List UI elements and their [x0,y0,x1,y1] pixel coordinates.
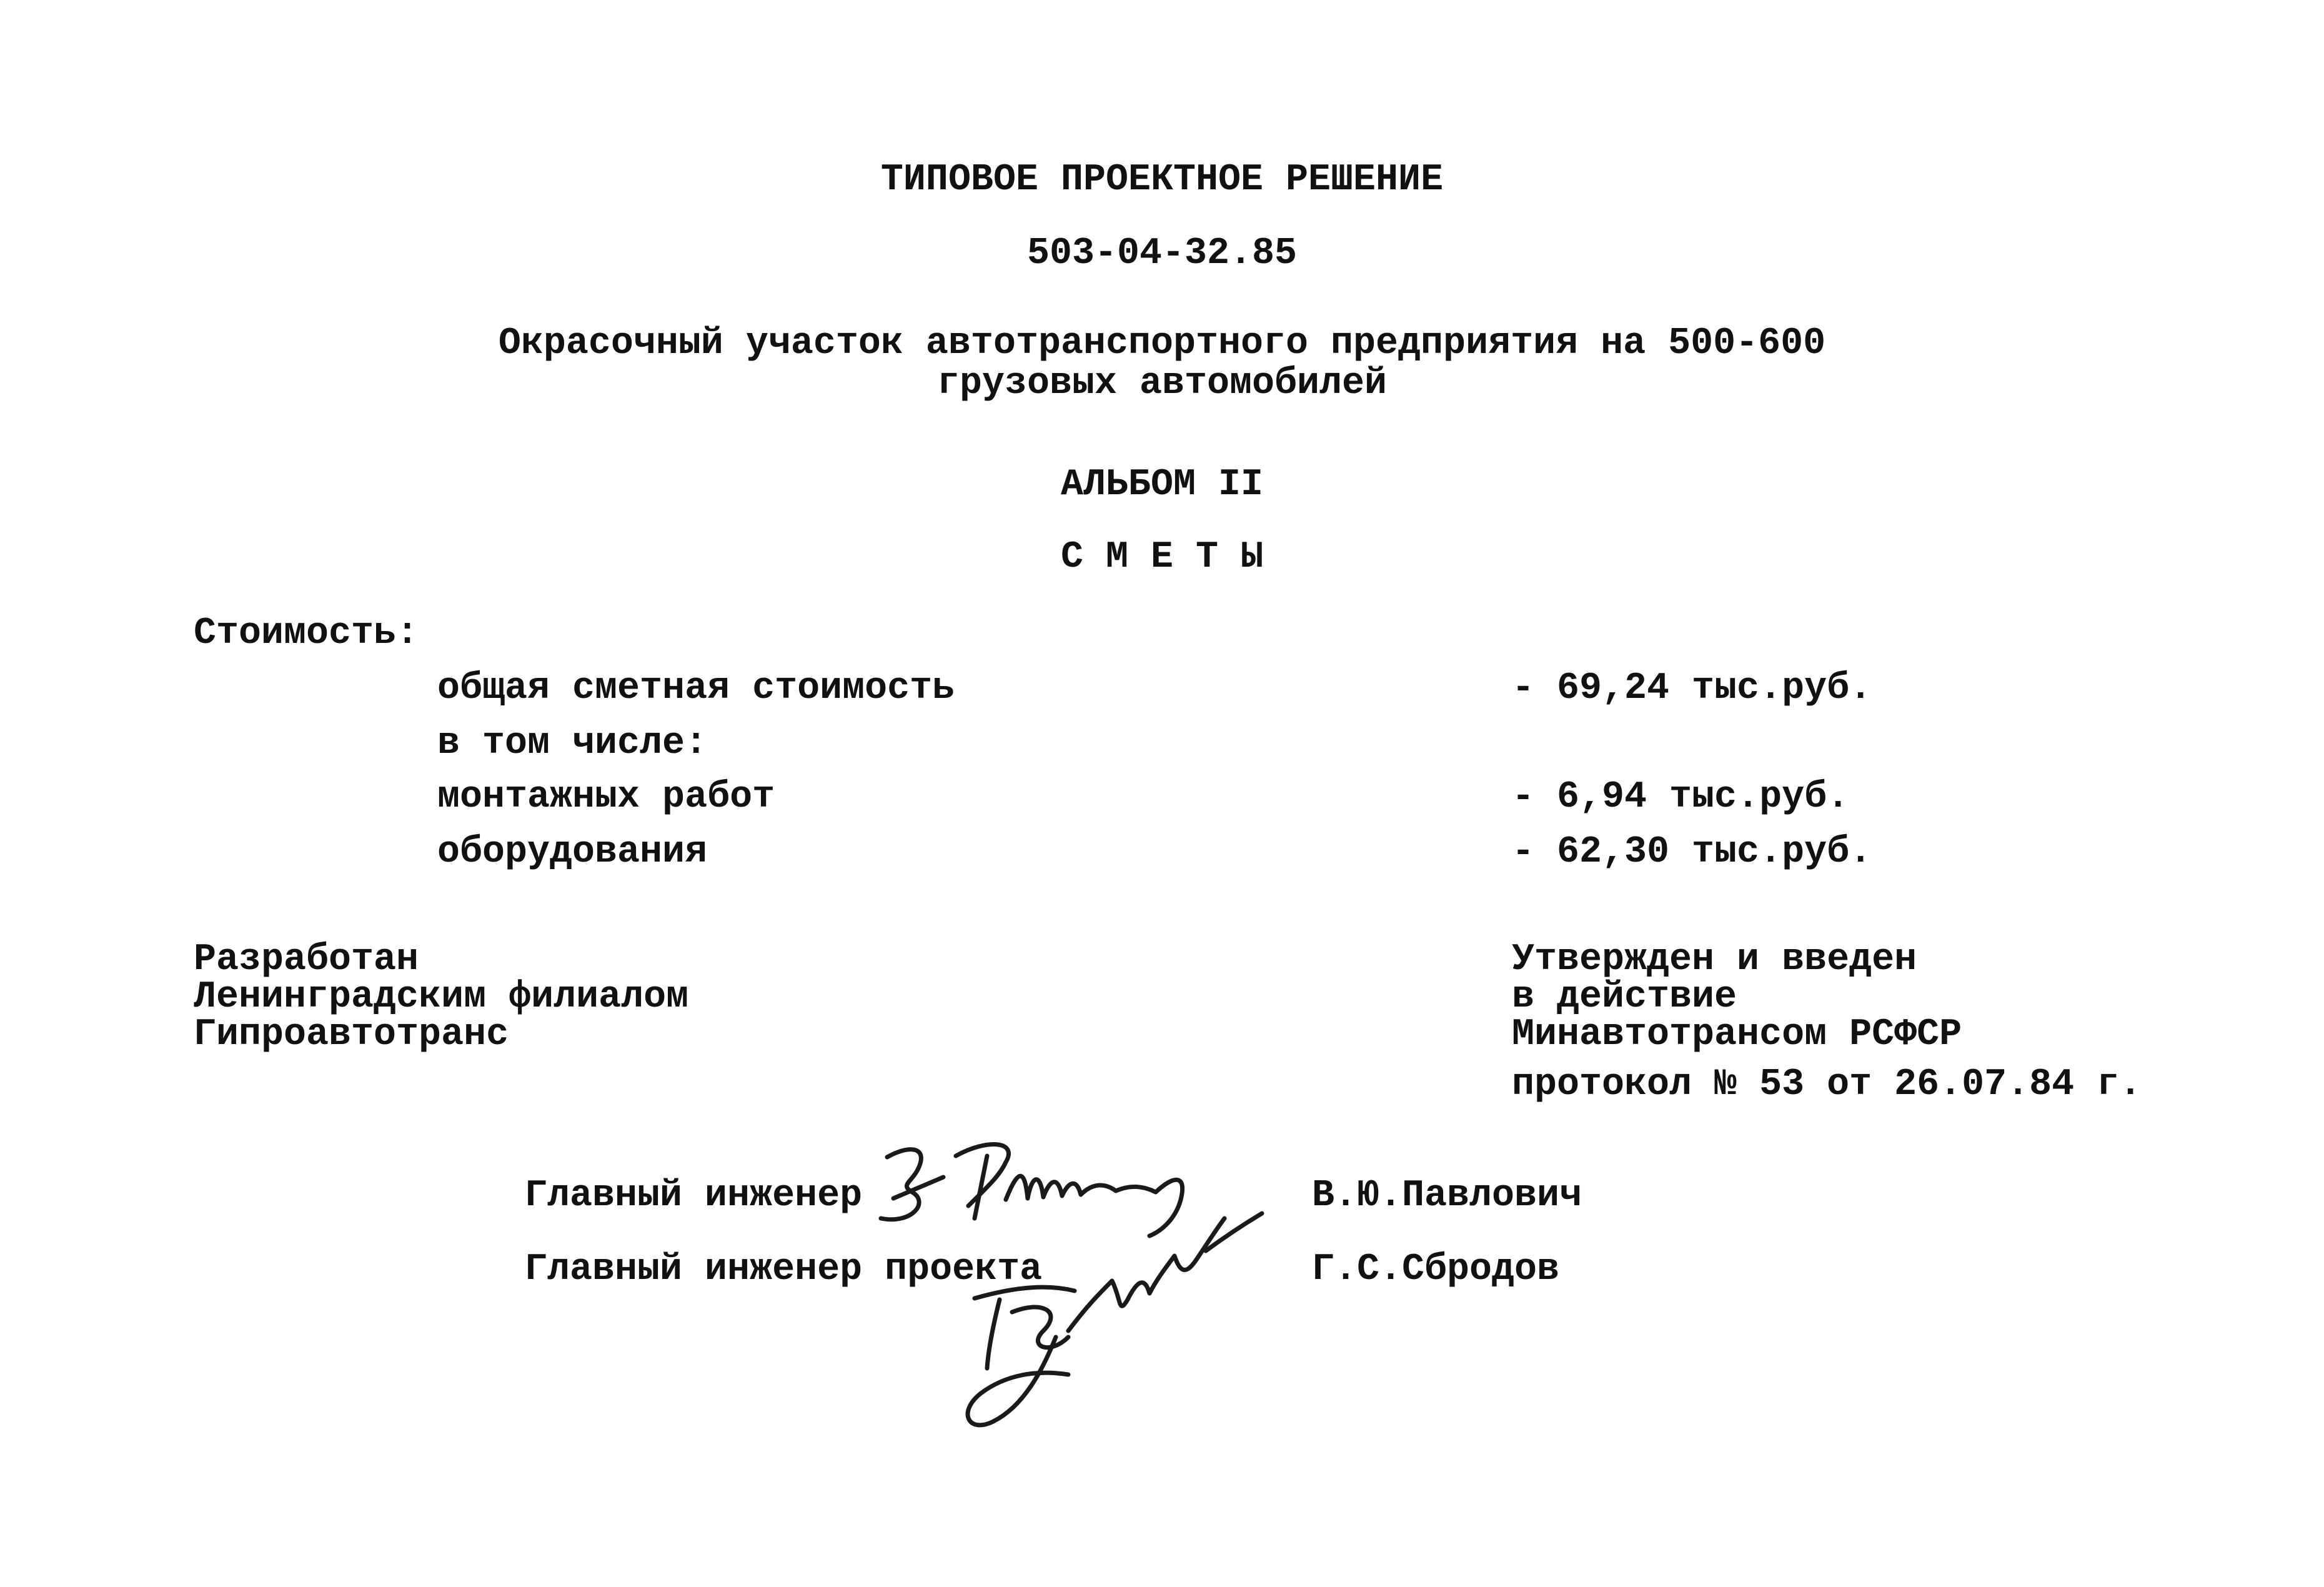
chief-engineer-role: Главный инженер [525,1175,863,1217]
chief-project-engineer-name: Г.С.Сбродов [1312,1248,1560,1291]
document-type-heading: ТИПОВОЕ ПРОЕКТНОЕ РЕШЕНИЕ [880,159,1444,201]
cost-label-including: в том числе: [437,722,708,765]
cost-value-installation: - 6,94 тыс.руб. [1512,776,1850,818]
album-label: АЛЬБОМ II [1060,464,1264,506]
approval-line-1: Утвержден и введен [1512,938,1917,981]
chief-engineer-name: В.Ю.Павлович [1312,1175,1582,1217]
chief-project-engineer-role: Главный инженер проекта [525,1248,1043,1291]
developer-line-3: Гипроавтотранс [194,1013,509,1056]
cost-value-equipment: - 62,30 тыс.руб. [1512,831,1872,873]
project-title-line-2: грузовых автомобилей [936,362,1388,405]
cost-label-equipment: оборудования [437,831,708,873]
handwritten-signature-icon [950,1206,1274,1437]
section-title: С М Е Т Ы [1060,536,1264,579]
cost-value-total: - 69,24 тыс.руб. [1512,667,1872,710]
approval-protocol: протокол № 53 от 26.07.84 г. [1512,1063,2142,1106]
developer-line-1: Разработан [194,938,419,981]
cost-heading: Стоимость: [194,612,419,655]
approval-line-3: Минавтотрансом РСФСР [1512,1013,1962,1056]
cost-label-installation: монтажных работ [437,776,775,818]
developer-line-2: Ленинградским филиалом [194,976,689,1018]
project-title-line-1: Окрасочный участок автотранспортного предприятия на 500-600 [498,322,1826,365]
cost-label-total: общая сметная стоимость [437,667,955,710]
approval-line-2: в действие [1512,976,1737,1018]
document-number: 503-04-32.85 [1026,232,1298,275]
